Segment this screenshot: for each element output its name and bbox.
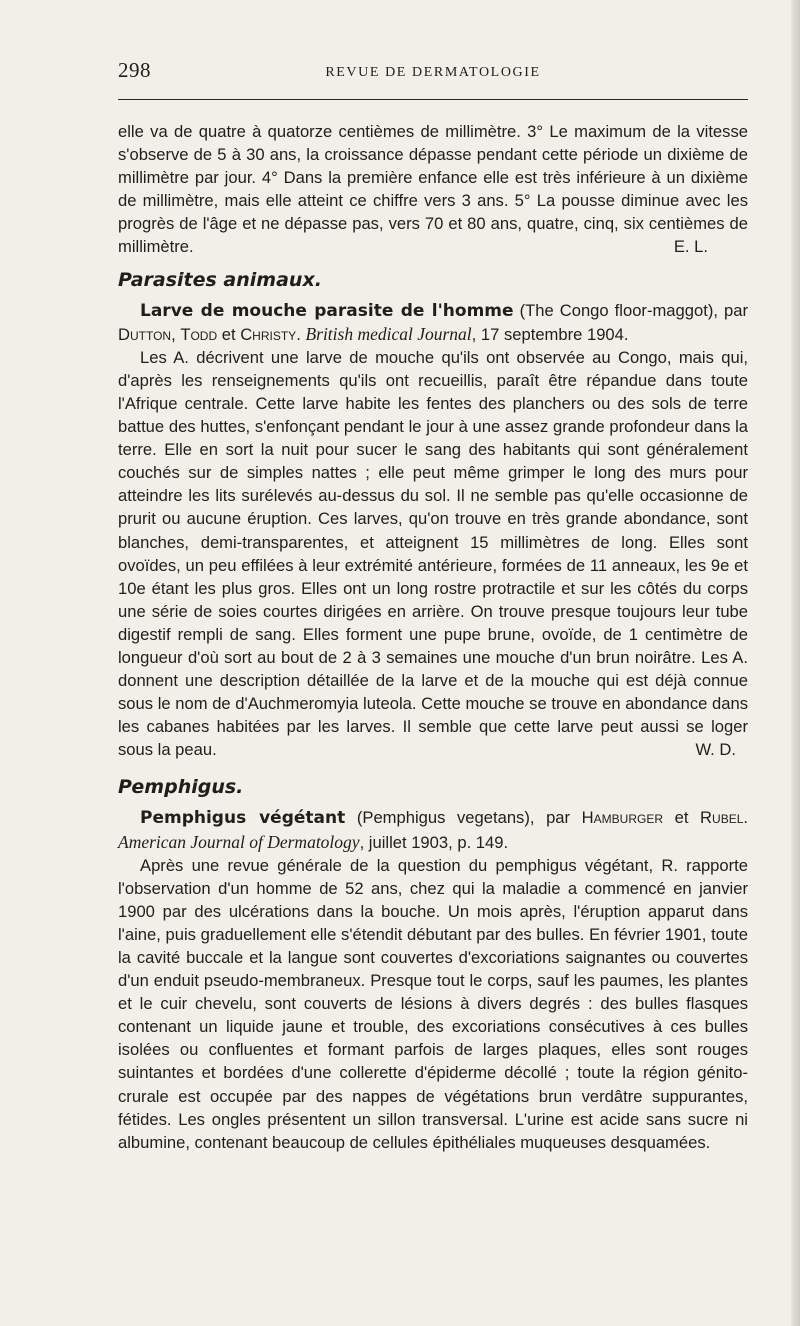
page-edge — [791, 0, 800, 1326]
header-rule — [118, 99, 748, 100]
article-subtitle-larve: (The Congo floor-maggot), par — [513, 300, 748, 320]
author-separator: . — [296, 324, 306, 344]
author-dutton: Dutton — [118, 324, 172, 344]
author-christy: Christy — [240, 324, 297, 344]
author-separator: , — [171, 324, 181, 344]
article-body-larve-text: Les A. décrivent une larve de mouche qu'ils ont observée au Congo, mais qui, d'après les renseignements qu'ils ont recueillis, paraît être répandue dans toute l'Afrique centrale. Cette larve habite les fentes des planchers ou des sols de terre battue des huttes, s'enfonçant pendant le jour à une assez grande profondeur dans la terre. Elle en sort la nuit pour sucer le sang des habitants qui sont généralement couchés sur de simples nattes ; elle peut même grimper le long des murs pour atteindre les lits surélevés au-dessus du sol. Il ne semble pas qu'elle occasionne de prurit ou aucune éruption. Ces larves, qu'on trouve en très grande abondance, sont blanches, demi-transparentes, et atteignent 15 millimètres de long. Elles sont ovoïdes, un peu effilées à leur extrémité antérieure, formées de 11 anneaux, les 9e et 10e étant les plus gros. Elles ont un long rostre protractile et sur les côtés du corps une série de soies courtes dirigées en arrière. On trouve presque toujours leur tube digestif rempli de sang. Elles forment une pupe brune, ovoïde, de 1 centimètre de longueur d'où sort au bout de 2 à 3 semaines une mouche d'un brun noirâtre. Les A. donnent une description détaillée de la larve et de la mouche qui est déjà connue sous le nom de d'Auchmeromyia luteola. Cette mouche se trouve en abondance dans les cabanes habitées par les larves. Il semble que cette larve peut aussi se loger sous la peau. — [118, 347, 748, 760]
author-separator: . — [743, 808, 749, 828]
article-title-larve: Larve de mouche parasite de l'homme — [140, 300, 514, 321]
author-separator: et — [663, 808, 701, 828]
running-title: REVUE DE DERMATOLOGIE — [325, 65, 541, 80]
article-citation-larve — [118, 299, 748, 346]
opening-paragraph-text: elle va de quatre à quatorze centièmes de millimètre. 3° Le maximum de la vitesse s'observe de 5 à 30 ans, la croissance dépasse pendant cette période un dixième de millimètre par jour. 4° Dans la première enfance elle est très inférieure à un dixième de millimètre, mais elle atteint ce chiffre vers 3 ans. 5° La pousse diminue avec les progrès de l'âge et ne dépasse pas, vers 70 et 80 ans, quatre, cinq, six centièmes de millimètre. — [118, 122, 748, 257]
article-title-pemphigus: Pemphigus végétant — [140, 808, 346, 829]
publication-date-pemphigus: , juillet 1903, p. 149. — [359, 832, 509, 852]
author-todd: Todd — [180, 324, 218, 344]
section-heading-parasites: Parasites animaux. — [118, 268, 322, 291]
opening-signature: E. L. — [673, 237, 708, 257]
author-rubel: Rubel — [700, 808, 744, 828]
author-separator: et — [217, 324, 241, 344]
journal-name-ajd: American Journal of Dermatology — [118, 831, 360, 852]
page-number: 298 — [118, 58, 151, 82]
publication-date-larve: , 17 septembre 1904. — [471, 324, 629, 344]
article-citation-pemphigus — [118, 806, 748, 853]
larve-signature: W. D. — [695, 740, 736, 760]
article-body-larve — [118, 346, 748, 762]
page-header — [118, 58, 748, 90]
article-body-pemphigus: Après une revue générale de la question du pemphigus végétant, R. rapporte l'observation d'un homme de 52 ans, chez qui la maladie a commencé en janvier 1900 par des ulcérations dans la bouche. Un mois après, l'éruption apparut dans l'aine, puis graduellement elle s'étendit débutant par des bulles. En février 1901, toute la cavité buccale et la langue sont couvertes d'excoriations saignantes ou couvertes d'un enduit pseudo-membraneux. Presque tout le corps, sauf les paumes, les plantes et le cuir chevelu, sont couverts de lésions à divers degrés : des bulles flasques contenant un liquide jaune et trouble, des excoriations consécutives à ces bulles isolées ou confluentes et formant parfois de larges plaques, elles sont rouges suintantes et bordées d'une collerette d'épiderme décollé ; toute la région génito-crurale est occupée par des nappes de végétations brun verdâtre suppurantes, fétides. Les ongles présentent un sillon transversal. L'urine est acide sans sucre ni albumine, contenant beaucoup de cellules épithéliales muqueuses desquamées. — [118, 855, 748, 1152]
journal-name-bmj: British medical Journal — [305, 323, 472, 344]
author-hamburger: Hamburger — [581, 808, 663, 828]
section-heading-pemphigus: Pemphigus. — [118, 776, 244, 799]
article-subtitle-pemphigus: (Pemphigus vegetans), par — [345, 808, 582, 828]
opening-paragraph — [118, 120, 748, 259]
page-body — [118, 120, 748, 1154]
